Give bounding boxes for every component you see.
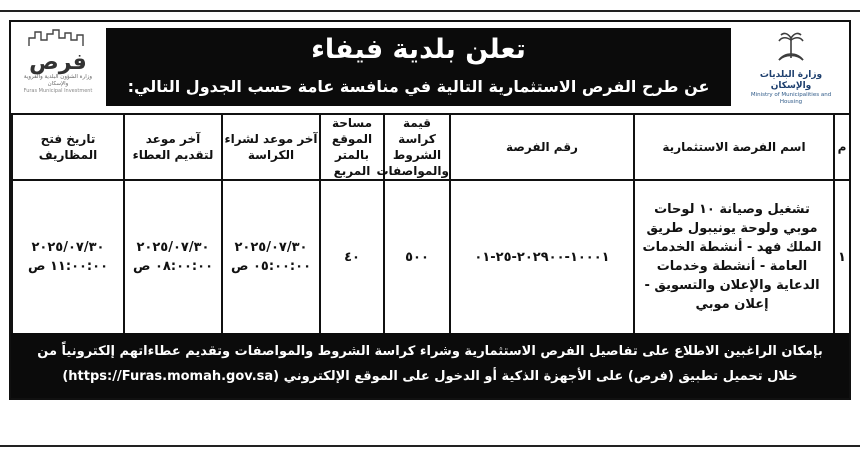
palm-swords-emblem-icon <box>771 28 811 64</box>
open-time: ١١:٠٠:٠٠ ص <box>27 259 109 274</box>
col-header-submit-deadline: آخر موعد لتقديم العطاء <box>124 114 222 180</box>
open-date: ٢٠٢٥/٠٧/٣٠ <box>31 240 105 255</box>
furas-ministry: وزارة الشؤون البلدية والقروية والإسكان <box>23 74 93 87</box>
advertisement-box <box>9 20 851 400</box>
page-subtitle: عن طرح الفرص الاستثمارية التالية في منافسة عامة حسب الجدول التالي: <box>127 77 710 96</box>
cell-submit-deadline <box>124 180 222 334</box>
col-header-open-date: تاريخ فتح المظاريف <box>12 114 124 180</box>
furas-logo <box>17 28 99 106</box>
cell-opportunity-number: ١٠٠٠١-٢٠٢٩٠٠-٢٥-٠١ <box>450 180 634 334</box>
ministry-name: وزارة البلديات والإسكان <box>759 70 823 91</box>
cell-opportunity-name: تشغيل وصيانة ١٠ لوحات موبي ولوحة يونيبول طريق الملك فهد - أنشطة الخدمات العامة - أنشطة وخدمات الدعاية والإعلان والتسويق - إعلان موبي <box>634 180 834 334</box>
col-header-price: قيمة كراسة الشروط والمواصفات <box>376 116 449 178</box>
table-header-row <box>12 114 850 180</box>
furas-wordmark: فرص <box>29 50 87 75</box>
footer-band <box>11 333 849 398</box>
table-row <box>12 180 850 334</box>
opportunities-table <box>11 113 851 335</box>
cell-index: ١ <box>834 180 850 334</box>
cell-price: ٥٠٠ <box>384 180 450 334</box>
buy-deadline-date: ٢٠٢٥/٠٧/٣٠ <box>234 240 308 255</box>
footer-line-2: خلال تحميل تطبيق (فرص) على الأجهزة الذكية أو الدخول على الموقع الإلكتروني (https://Furas.momah.gov.sa) <box>62 369 798 384</box>
buy-deadline-time: ٠٥:٠٠:٠٠ ص <box>230 259 312 274</box>
ministry-name-en: Ministry of Municipalities and Housing <box>750 92 832 105</box>
col-header-area: مساحة الموقع بالمتر المربع <box>320 114 384 180</box>
cell-buy-deadline <box>222 180 320 334</box>
page-title: تعلن بلدية فيفاء <box>311 34 526 65</box>
cell-area: ٤٠ <box>320 180 384 334</box>
col-header-index: م <box>834 114 850 180</box>
skyline-icon <box>27 28 89 48</box>
col-header-buy-deadline: آخر موعد لشراء الكراسة <box>222 114 320 180</box>
top-divider <box>0 10 860 12</box>
furas-ministry-en: Furas Municipal Investment <box>23 88 93 94</box>
submit-deadline-date: ٢٠٢٥/٠٧/٣٠ <box>136 240 210 255</box>
cell-open-date <box>12 180 124 334</box>
submit-deadline-time: ٠٨:٠٠:٠٠ ص <box>132 259 214 274</box>
ad-header <box>11 22 849 113</box>
footer-line-1: بإمكان الراغبين الاطلاع على تفاصيل الفرص الاستثمارية وشراء كراسة الشروط والمواصفات وتقديم عطاءاتهم إلكترونياً من <box>37 344 823 359</box>
col-header-number: رقم الفرصة <box>450 114 634 180</box>
ministry-logo <box>739 28 843 106</box>
bottom-divider <box>0 445 860 447</box>
title-band <box>106 28 731 106</box>
col-header-name: اسم الفرصة الاستثمارية <box>634 114 834 180</box>
